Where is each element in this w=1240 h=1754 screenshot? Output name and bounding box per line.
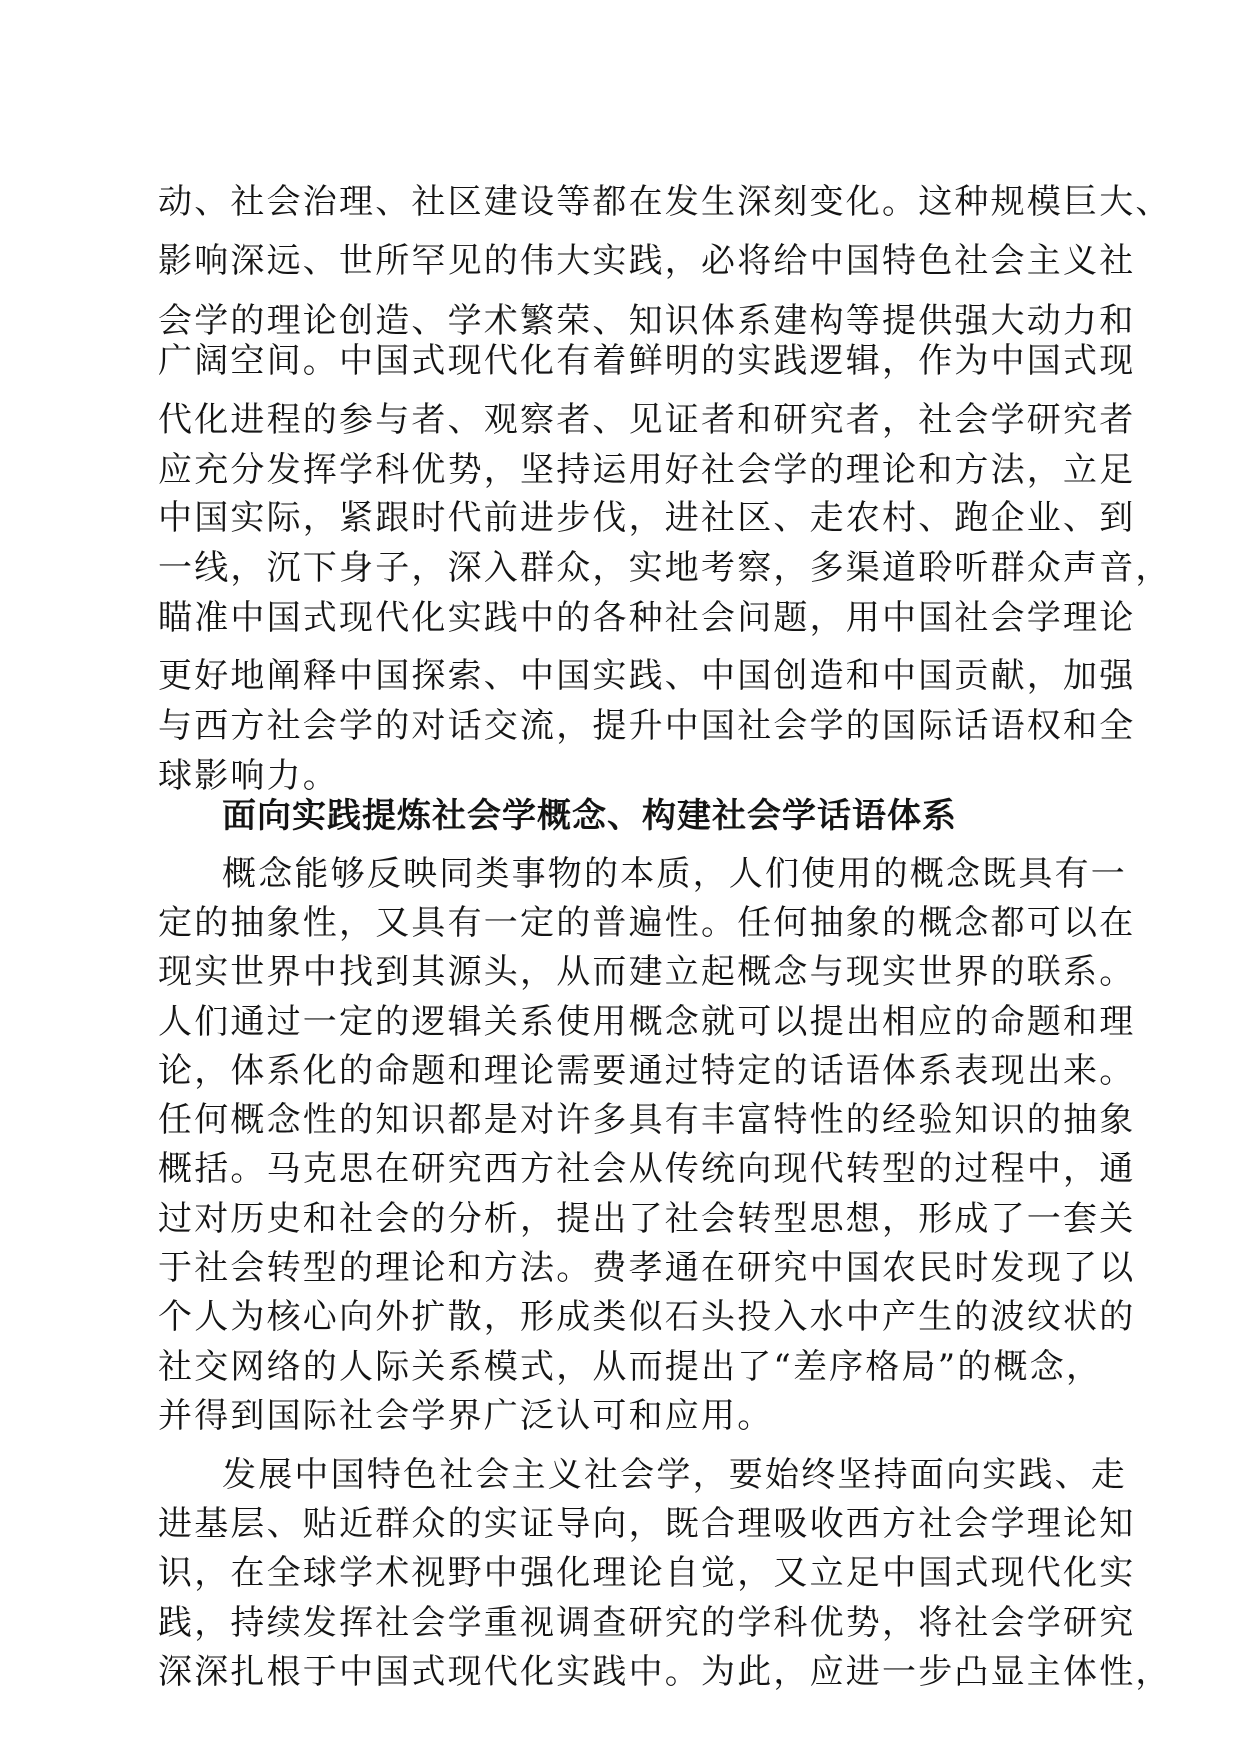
text-line: 深深扎根于中国式现代化实践中。为此，应进一步凸显主体性， bbox=[158, 1652, 1172, 1692]
text-line: 概念能够反映同类事物的本质，人们使用的概念既具有一 bbox=[222, 854, 1127, 894]
text-line: 广阔空间。中国式现代化有着鲜明的实践逻辑，作为中国式现 bbox=[158, 341, 1136, 381]
text-line: 概括。马克思在研究西方社会从传统向现代转型的过程中，通 bbox=[158, 1149, 1136, 1189]
text-line: 论，体系化的命题和理论需要通过特定的话语体系表现出来。 bbox=[158, 1051, 1136, 1091]
text-line: 任何概念性的知识都是对许多具有丰富特性的经验知识的抽象 bbox=[158, 1100, 1136, 1140]
text-line: 应充分发挥学科优势，坚持运用好社会学的理论和方法，立足 bbox=[158, 450, 1136, 490]
text-line: 动、社会治理、社区建设等都在发生深刻变化。这种规模巨大、 bbox=[158, 182, 1172, 222]
text-line: 于社会转型的理论和方法。费孝通在研究中国农民时发现了以 bbox=[158, 1248, 1136, 1288]
text-line: 并得到国际社会学界广泛认可和应用。 bbox=[158, 1396, 774, 1436]
text-line: 定的抽象性，又具有一定的普遍性。任何抽象的概念都可以在 bbox=[158, 903, 1136, 943]
text-line: 一线，沉下身子，深入群众，实地考察，多渠道聆听群众声音， bbox=[158, 548, 1172, 588]
text-line: 中国实际，紧跟时代前进步伐，进社区、走农村、跑企业、到 bbox=[158, 498, 1136, 538]
text-line: 过对历史和社会的分析，提出了社会转型思想，形成了一套关 bbox=[158, 1199, 1136, 1239]
section-heading: 面向实践提炼社会学概念、构建社会学话语体系 bbox=[222, 796, 957, 836]
text-line: 会学的理论创造、学术繁荣、知识体系建构等提供强大动力和 bbox=[158, 301, 1136, 341]
text-line: 与西方社会学的对话交流，提升中国社会学的国际话语权和全 bbox=[158, 706, 1136, 746]
text-line: 发展中国特色社会主义社会学，要始终坚持面向实践、走 bbox=[222, 1455, 1127, 1495]
text-line: 识，在全球学术视野中强化理论自觉，又立足中国式现代化实 bbox=[158, 1553, 1136, 1593]
text-line: 瞄准中国式现代化实践中的各种社会问题，用中国社会学理论 bbox=[158, 598, 1136, 638]
text-line: 球影响力。 bbox=[158, 756, 339, 796]
text-line: 更好地阐释中国探索、中国实践、中国创造和中国贡献，加强 bbox=[158, 656, 1136, 696]
text-line: 影响深远、世所罕见的伟大实践，必将给中国特色社会主义社 bbox=[158, 241, 1136, 281]
text-line: 代化进程的参与者、观察者、见证者和研究者，社会学研究者 bbox=[158, 400, 1136, 440]
text-line: 进基层、贴近群众的实证导向，既合理吸收西方社会学理论知 bbox=[158, 1504, 1136, 1544]
text-line: 个人为核心向外扩散，形成类似石头投入水中产生的波纹状的 bbox=[158, 1297, 1136, 1337]
text-line: 社交网络的人际关系模式，从而提出了“差序格局”的概念， bbox=[158, 1347, 1103, 1387]
text-line: 现实世界中找到其源头，从而建立起概念与现实世界的联系。 bbox=[158, 952, 1136, 992]
text-line: 践，持续发挥社会学重视调查研究的学科优势，将社会学研究 bbox=[158, 1603, 1136, 1643]
text-line: 人们通过一定的逻辑关系使用概念就可以提出相应的命题和理 bbox=[158, 1002, 1136, 1042]
